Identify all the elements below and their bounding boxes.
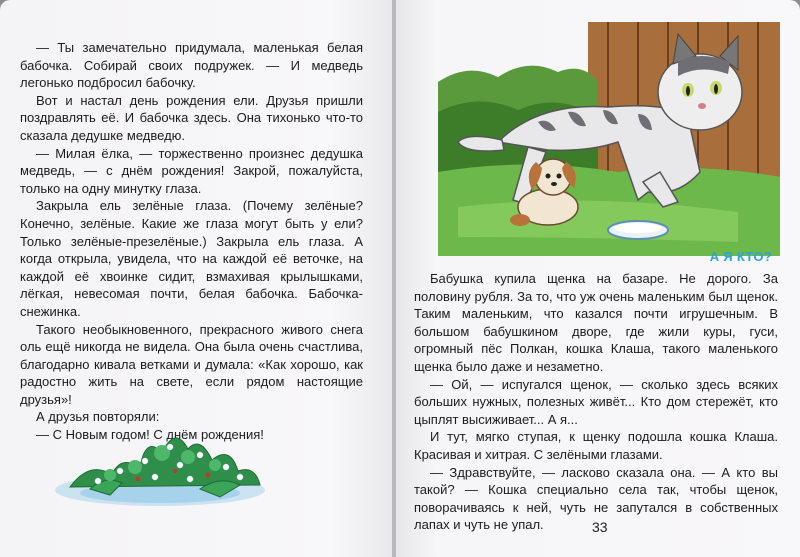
left-page-text (20, 39, 363, 444)
snowy-plant-illustration (50, 405, 275, 515)
paragraph: — Ой, — испугался щенок, — сколько здесь всяких больших нужных, полезных живёт... Кто дом стережёт, кто цыплят высиживает... А я... (414, 376, 778, 427)
cat-and-puppy-illustration (438, 22, 780, 256)
paragraph: — С Новым годом! С днём рождения! (36, 427, 264, 443)
paragraph: Закрыла ель зелёные глаза. (Почему зелёные? Конечно, зелёные. Какие же глаза могут быть у ели? Только зелёные-презелёные.) Закрыла ель глаза. А когда открыла, увидела, что на каждой её веточке, на каждой её хвоинке сидит, взмахивая крылышками, лёгкая, невесомая почти, белая бабочка. Бабочка-снежинка. (20, 198, 363, 319)
paragraph: Такого необыкновенного, прекрасного живого снега оль ещё никогда не видела. Она была очень счастлива, благодарно кивала ветками и думала: «Как хорошо, как радостно жить на свете, если рядом настоящие друзья»! (20, 321, 363, 407)
paragraph: И тут, мягко ступая, к щенку подошла кошка Клаша. Красивая и хитрая. С зелёными глазами. (414, 429, 778, 462)
paragraph: — Здравствуйте, — ласково сказала она. — А кто вы такой? — Кошка специально села так, чтобы щенок, поворачиваясь к ней, чуть не запутался в собственных лапах и чуть не упал. (414, 464, 778, 533)
right-page-text (414, 270, 778, 534)
right-page (396, 0, 800, 557)
page-number: 33 (592, 519, 608, 535)
paragraph: — Ты замечательно придумала, маленькая белая бабочка. Собирай своих подружек. — И медведь легонько подбросил бабочку. (20, 40, 363, 91)
paragraph: Вот и настал день рождения ели. Друзья пришли поздравлять её. И бабочка здесь. Она тихонько что-то сказала дедушке медведю. (20, 92, 363, 143)
paragraph: — Милая ёлка, — торжественно произнес дедушка медведь, — с днём рождения! Закрой, пожалуйста, только на одну минутку глаза. (20, 145, 363, 196)
paragraph: А друзья повторяли: (36, 409, 160, 425)
left-page (0, 0, 392, 557)
story-title: А Я КТО? (709, 249, 772, 264)
paragraph: Бабушка купила щенка на базаре. Не дорого. За половину рубля. За то, что уж очень маленьким был щенок. Таким маленьким, что казался почти игрушечным. В большом бабушкином дворе, где жили куры, гуси, огромный пёс Полкан, кошка Клаша, такого маленького щенка было даже и незаметно. (414, 271, 778, 374)
